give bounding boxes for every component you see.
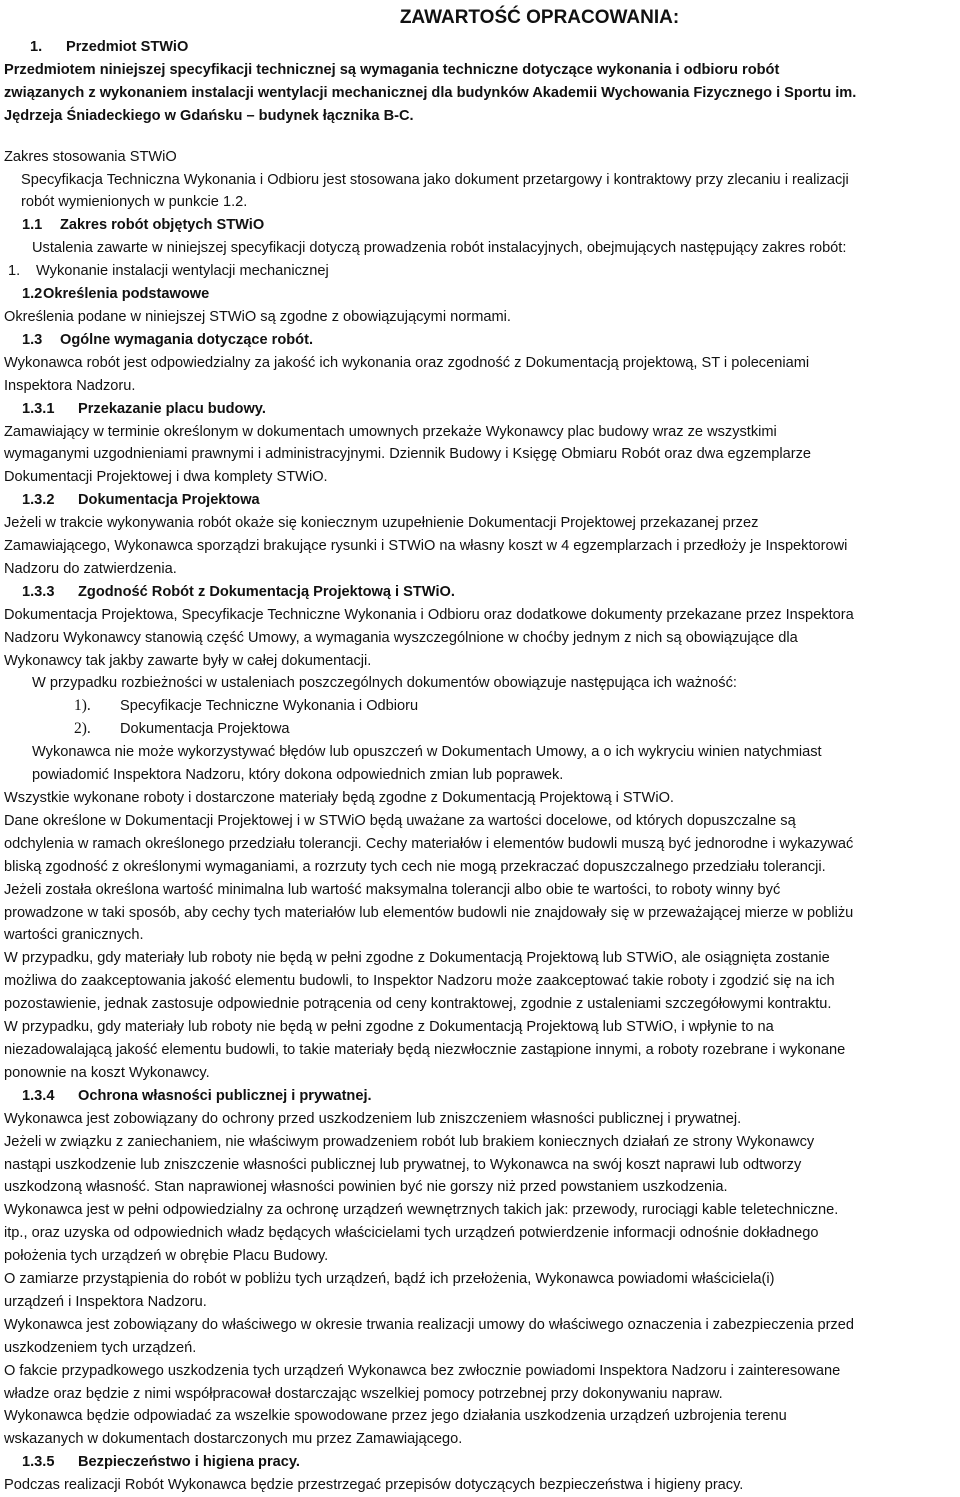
section-1-3-1-line-2: wymaganymi uzgodnieniami prawnymi i administracyjnymi. Dziennik Budowy i Księgę Obmiaru Robót oraz dwa egzemplarze	[4, 446, 812, 463]
document	[0, 4, 960, 1497]
section-1-line-3: Jędrzeja Śniadeckiego w Gdańsku – budynek łącznika B-C.	[4, 107, 414, 124]
section-1-3-1-line-3: Dokumentacji Projektowej i dwa komplety STWiO.	[4, 469, 328, 486]
priority-item-1	[4, 695, 957, 718]
protect-p1: Wykonawca jest zobowiązany do ochrony przed uszkodzeniem lub zniszczeniem własności publicznej i prywatnej.	[4, 1110, 742, 1127]
section-number: 1.3.5	[22, 1454, 55, 1471]
paragraph-limits-2: prowadzone w taki sposób, aby cechy tych materiałów lub elementów budowli nie znajdowały się w przeważającej mierze w pobliżu	[4, 904, 854, 921]
paragraph-accept-2: możliwa do zaakceptowania jakość elementu budowli, to Inspektor Nadzoru może zaakceptować takie roboty i zgodzić się na ich	[4, 973, 835, 990]
warn-line-2: powiadomić Inspektora Nadzoru, który dokona odpowiednich zmian lub poprawek.	[32, 767, 564, 784]
paragraph-replace-2: niezadowalającą jakość elementu budowli, to takie materiały będą niezwłocznie zastąpione innymi, a roboty rozebrane i wykonane	[4, 1041, 846, 1058]
section-1-3-3-line-1: Dokumentacja Projektowa, Specyfikacje Techniczne Wykonania i Odbioru oraz dodatkowe dokumenty przekazane przez Inspektora	[4, 606, 854, 623]
protect-p3-line-2: itp., oraz uzyska od odpowiednich władz będących właścicielami tych urządzeń potwierdzenie informacji odnośnie dokładnego	[4, 1225, 819, 1242]
priority-intro: W przypadku rozbieżności w ustaleniach poszczególnych dokumentów obowiązuje następująca ich ważność:	[32, 675, 737, 692]
section-title: Określenia podstawowe	[43, 286, 210, 303]
section-title: Dokumentacja Projektowa	[78, 492, 260, 509]
paragraph-accept-3: pozostawienie, jednak zastosuje odpowiednie potrącenia od ceny kontraktowej, zgodnie z ustaleniami szczegółowymi kontraktu.	[4, 996, 832, 1013]
section-1-1-item	[4, 260, 957, 283]
section-1-2-line: Określenia podane w niniejszej STWiO są zgodne z obowiązującymi normami.	[4, 308, 511, 325]
paragraph-tolerance-1: Dane określone w Dokumentacji Projektowej i w STWiO będą uważane za wartości docelowe, od których dopuszczalne są	[4, 812, 796, 829]
section-title: Bezpieczeństwo i higiena pracy.	[78, 1454, 300, 1471]
warn-line-1: Wykonawca nie może wykorzystywać błędów lub opuszczeń w Dokumentach Umowy, a o ich wykryciu winien natychmiast	[32, 744, 822, 761]
section-1-1-heading	[4, 214, 957, 237]
protect-p2-line-1: Jeżeli w związku z zaniechaniem, nie właściwym prowadzeniem robót lub brakiem koniecznych działań ze strony Wykonawcy	[4, 1133, 815, 1150]
section-1-3-1-heading	[4, 398, 957, 421]
section-number: 1.	[30, 39, 43, 55]
protect-p5-line-1: Wykonawca jest zobowiązany do właściwego w okresie trwania realizacji umowy do właściwego oznaczenia i zabezpieczenia przed	[4, 1316, 854, 1333]
section-1-3-3-line-3: Wykonawcy tak jakby zawarte były w całej dokumentacji.	[4, 652, 372, 669]
paragraph-tolerance-2: odchylenia w ramach określonego przedziału tolerancji. Cechy materiałów i elementów budowli muszą być jednorodne i wykazywać	[4, 835, 854, 852]
section-1-3-3-line-2: Nadzoru Wykonawcy stanowią część Umowy, a wymagania wyszczególnione w choćby jednym z nich są obowiązujące dla	[4, 629, 798, 646]
protect-p7-line-1: Wykonawca będzie odpowiadać za wszelkie spowodowane przez jego działania uszkodzenia urządzeń uzbrojenia terenu	[4, 1408, 787, 1425]
protect-p5-line-2: uszkodzeniem tych urządzeń.	[4, 1339, 197, 1356]
zakres-line-1: Specyfikacja Techniczna Wykonania i Odbioru jest stosowana jako dokument przetargowy i kontraktowy przy zlecaniu i realizacji	[21, 171, 849, 188]
section-number: 1.3.4	[22, 1087, 55, 1104]
section-1-line-1: Przedmiotem niniejszej specyfikacji technicznej są wymagania techniczne dotyczące wykonania i odbioru robót	[4, 61, 780, 78]
section-number: 1.3.2	[22, 492, 55, 509]
section-number: 1.1	[22, 217, 43, 234]
section-1-3-5-line: Podczas realizacji Robót Wykonawca będzie przestrzegać przepisów dotyczących bezpieczeństwa i higieny pracy.	[4, 1477, 744, 1494]
item-number: 2).	[74, 720, 91, 738]
section-1-3-2-heading	[4, 489, 957, 512]
section-1-3-4-heading	[4, 1085, 957, 1108]
item-text: Wykonanie instalacji wentylacji mechanicznej	[36, 263, 329, 280]
item-text: Dokumentacja Projektowa	[120, 721, 290, 738]
protect-p2-line-2: nastąpi uszkodzenie lub zniszczenie własności publicznej lub prywatnej, to Wykonawca na swój koszt naprawi lub odtworzy	[4, 1156, 802, 1173]
section-title: Ochrona własności publicznej i prywatnej.	[78, 1087, 372, 1104]
section-1-heading	[4, 36, 957, 59]
priority-item-2	[4, 718, 957, 741]
section-1-3-line-2: Inspektora Nadzoru.	[4, 377, 136, 394]
section-1-3-1-line-1: Zamawiający w terminie określonym w dokumentach umownych przekaże Wykonawcy plac budowy wraz ze wszystkimi	[4, 423, 777, 440]
item-number: 1.	[8, 263, 21, 280]
protect-p3-line-1: Wykonawca jest w pełni odpowiedzialny za ochronę urządzeń wewnętrznych takich jak: przewody, rurociągi kable teletechniczne.	[4, 1202, 839, 1219]
document-title: ZAWARTOŚĆ OPRACOWANIA:	[399, 7, 680, 28]
protect-p7-line-2: wskazanych w dokumentach dostarczonych mu przez Zamawiającego.	[4, 1431, 463, 1448]
section-title: Zakres robót objętych STWiO	[60, 217, 265, 234]
section-1-3-5-heading	[4, 1451, 957, 1474]
paragraph-accept-1: W przypadku, gdy materiały lub roboty nie będą w pełni zgodne z Dokumentacją Projektową lub STWiO, ale osiągnięta zostanie	[4, 950, 830, 967]
paragraph-limits-1: Jeżeli została określona wartość minimalna lub wartość maksymalna tolerancji albo obie te wartości, to roboty winny być	[4, 881, 781, 898]
section-title: Ogólne wymagania dotyczące robót.	[60, 331, 314, 348]
section-1-3-2-line-2: Zamawiającego, Wykonawca sporządzi brakujące rysunki i STWiO na własny koszt w 4 egzemplarzach i przedłoży je Inspektorowi	[4, 538, 848, 555]
section-1-3-3-heading	[4, 581, 957, 604]
paragraph-tolerance-3: bliską zgodność z określonymi wymaganiami, a rozrzuty tych cech nie mogą przekraczać dopuszczalnego przedziału tolerancji.	[4, 858, 826, 875]
zakres-line-2: robót wymienionych w punkcie 1.2.	[21, 194, 248, 211]
item-text: Specyfikacje Techniczne Wykonania i Odbioru	[120, 698, 419, 715]
protect-p3-line-3: położenia tych urządzeń w obrębie Placu Budowy.	[4, 1248, 329, 1265]
section-title: Zgodność Robót z Dokumentacją Projektową i STWiO.	[78, 583, 455, 600]
section-number: 1.3	[22, 331, 43, 348]
protect-p4-line-1: O zamiarze przystąpienia do robót w pobliżu tych urządzeń, bądź ich przełożenia, Wykonawca powiadomi właściciela(i)	[4, 1271, 775, 1288]
paragraph-limits-3: wartości granicznych.	[4, 927, 144, 944]
section-number: 1.3.3	[22, 583, 55, 600]
section-1-2-heading	[4, 283, 957, 306]
section-title: Przedmiot STWiO	[66, 39, 189, 55]
section-1-3-line-1: Wykonawca robót jest odpowiedzialny za jakość ich wykonania oraz zgodność z Dokumentacją projektową, ST i poleceniami	[4, 354, 810, 371]
section-number: 1.2	[22, 286, 43, 303]
protect-p6-line-1: O fakcie przypadkowego uszkodzenia tych urządzeń Wykonawca bez zwłocznie powiadomi Inspektora Nadzoru i zainteresowane	[4, 1362, 841, 1379]
section-title: Przekazanie placu budowy.	[78, 400, 266, 417]
item-number: 1).	[74, 697, 91, 715]
section-1-3-2-line-3: Nadzoru do zatwierdzenia.	[4, 560, 177, 577]
paragraph-replace-1: W przypadku, gdy materiały lub roboty nie będą w pełni zgodne z Dokumentacją Projektową lub STWiO, i wpłynie to na	[4, 1019, 774, 1036]
protect-p4-line-2: urządzeń i Inspektora Nadzoru.	[4, 1293, 207, 1310]
paragraph-replace-3: ponownie na koszt Wykonawcy.	[4, 1064, 210, 1081]
protect-p6-line-2: władze oraz będzie z nimi współpracował dostarczając wszelkiej pomocy potrzebnej przy dokonywaniu napraw.	[4, 1385, 723, 1402]
zakres-heading: Zakres stosowania STWiO	[4, 148, 177, 165]
section-1-3-heading	[4, 329, 957, 352]
section-number: 1.3.1	[22, 400, 55, 417]
protect-p2-line-3: uszkodzoną własność. Stan naprawionej własności powinien być nie gorszy niż przed powstaniem uszkodzenia.	[4, 1179, 728, 1196]
section-1-3-2-line-1: Jeżeli w trakcie wykonywania robót okaże się koniecznym uzupełnienie Dokumentacji Projektowej przekazanej przez	[4, 515, 759, 532]
section-1-line-2: związanych z wykonaniem instalacji wentylacji mechanicznej dla budynków Akademii Wychowania Fizycznego i Sportu im.	[4, 84, 857, 101]
section-1-1-line: Ustalenia zawarte w niniejszej specyfikacji dotyczą prowadzenia robót instalacyjnych, obejmujących następujący zakres robót:	[32, 240, 847, 257]
paragraph-all-works: Wszystkie wykonane roboty i dostarczone materiały będą zgodne z Dokumentacją Projektową i STWiO.	[4, 790, 674, 806]
